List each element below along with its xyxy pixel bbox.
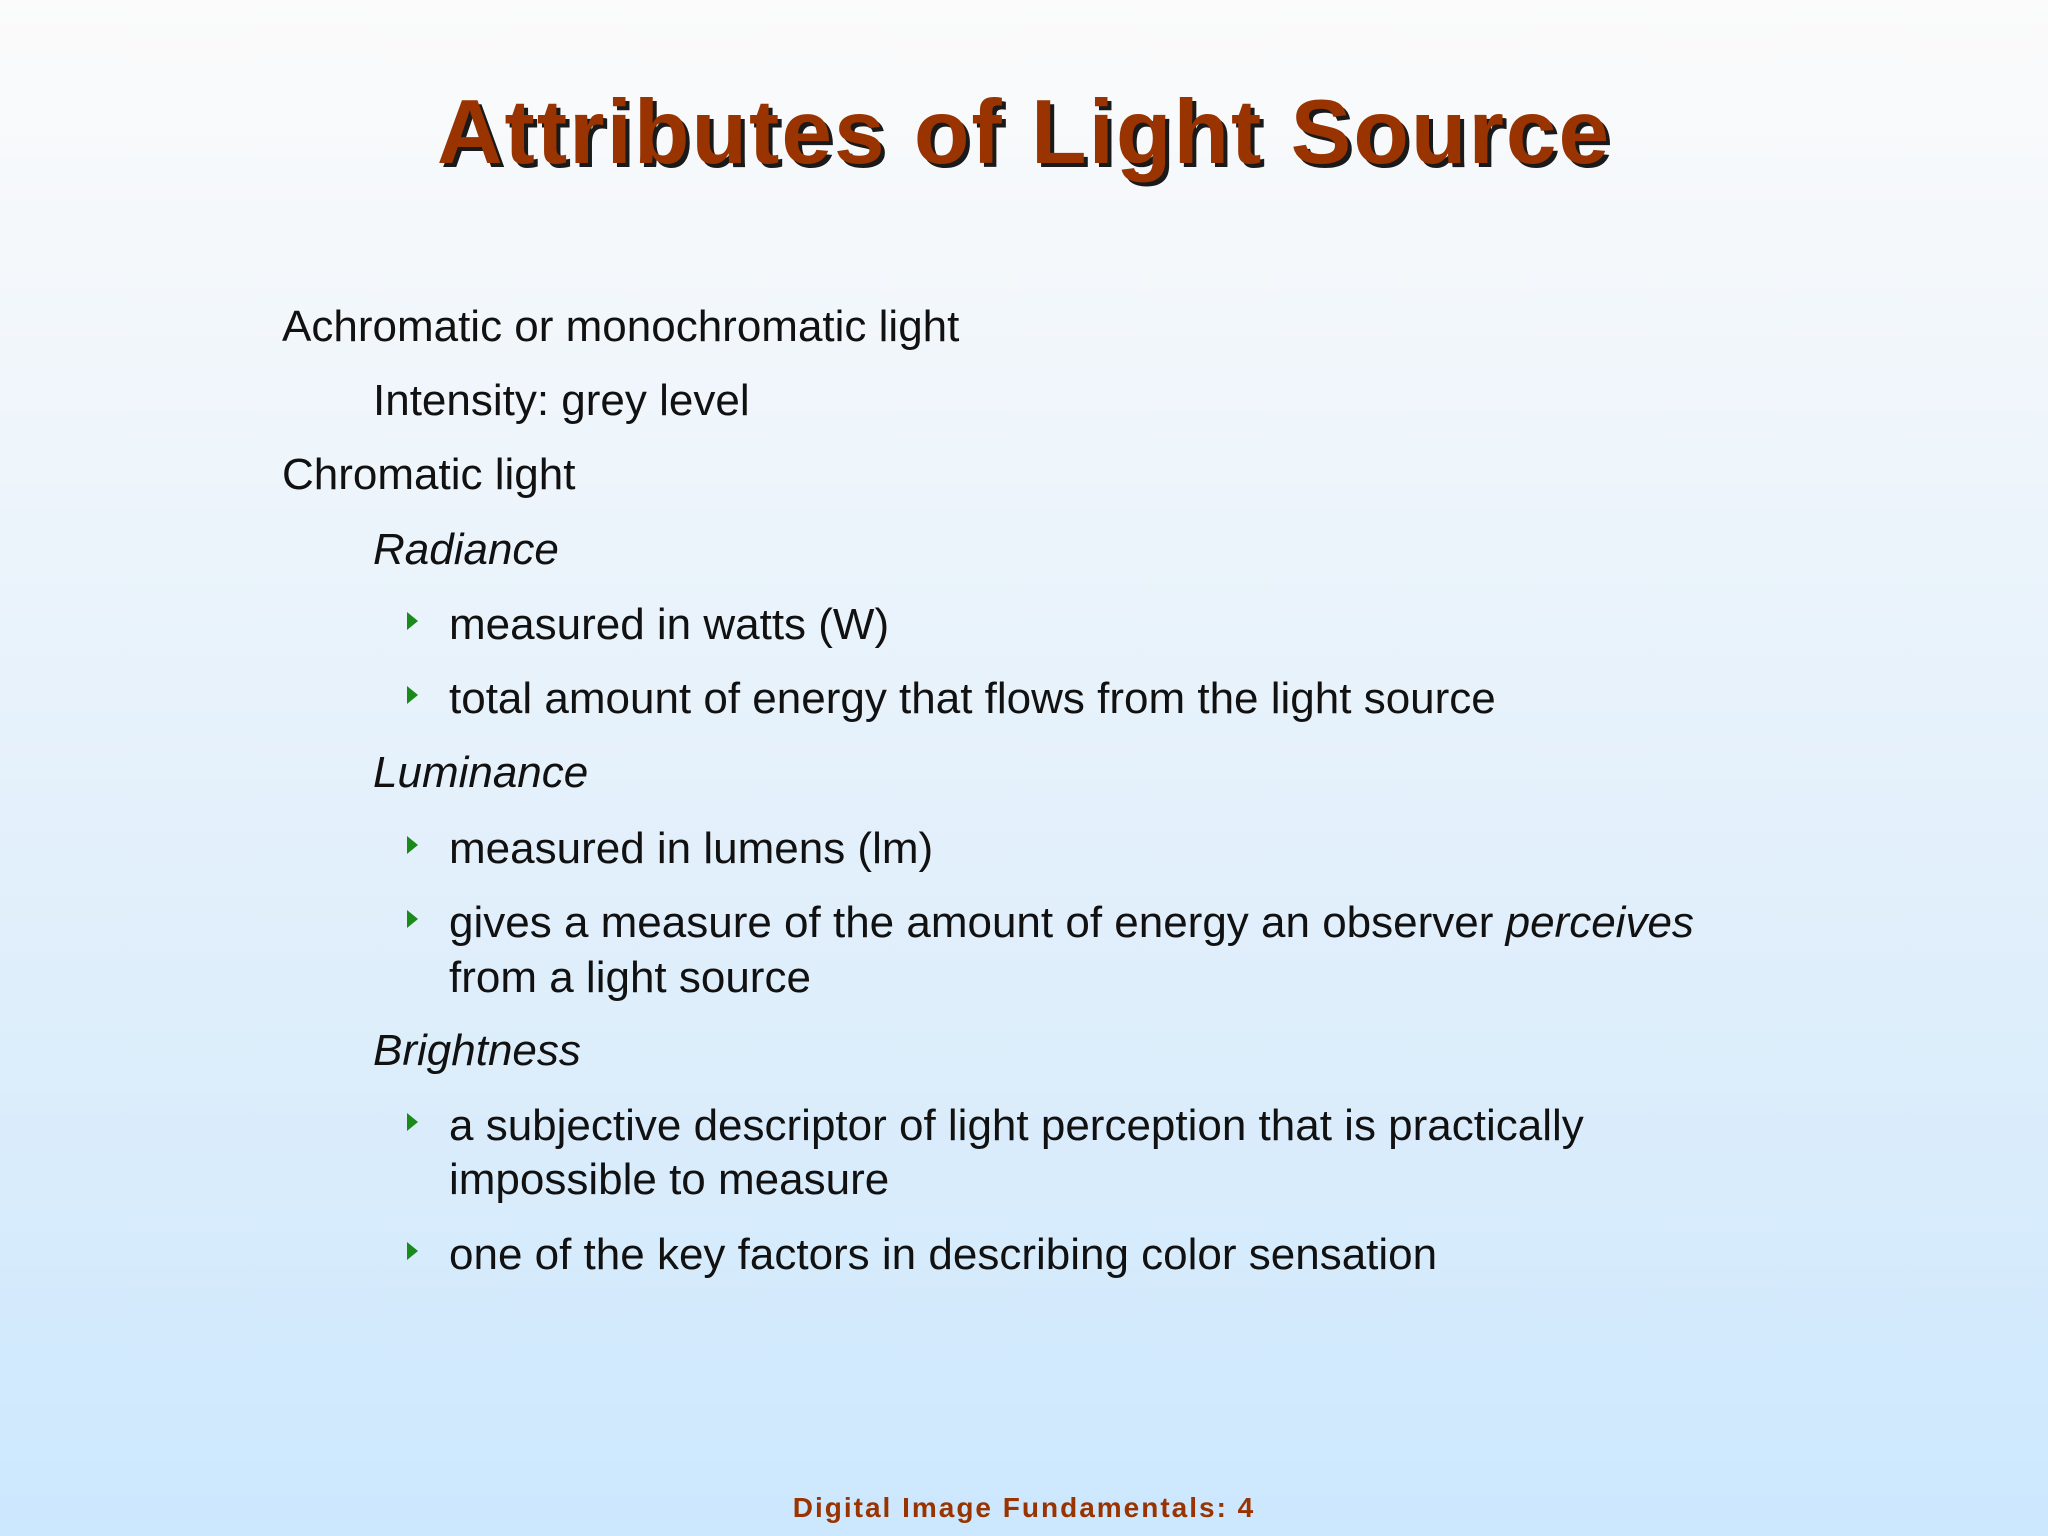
slide-footer: Digital Image Fundamentals: 4 xyxy=(792,1492,1256,1523)
brightness-bullet-1-line-1: a subjective descriptor of light perception that is practically xyxy=(449,1101,1584,1150)
radiance-bullet-1: measured in watts (W) xyxy=(449,600,890,649)
slide-title: Attributes of Light Source xyxy=(436,82,1612,183)
brightness-bullet-2: one of the key factors in describing color sensation xyxy=(449,1230,1438,1279)
bullet-arrow-icon xyxy=(407,910,418,928)
luminance-bullet-2-line-2: from a light source xyxy=(449,953,811,1002)
bullet-arrow-icon xyxy=(407,836,418,854)
heading-achromatic: Achromatic or monochromatic light xyxy=(282,302,960,351)
label-radiance: Radiance xyxy=(373,525,559,574)
luminance-bullet-2-text: gives a measure of the amount of energy an observer xyxy=(449,898,1506,947)
label-brightness: Brightness xyxy=(373,1026,581,1075)
brightness-bullet-1-line-2: impossible to measure xyxy=(449,1155,890,1204)
bullet-arrow-icon xyxy=(407,612,418,630)
label-luminance: Luminance xyxy=(373,748,589,797)
bullet-arrow-icon xyxy=(407,1113,418,1131)
luminance-bullet-2-emphasis: perceives xyxy=(1505,898,1694,947)
text-intensity: Intensity: grey level xyxy=(373,376,750,425)
radiance-bullet-2: total amount of energy that flows from the light source xyxy=(449,674,1496,723)
luminance-bullet-1: measured in lumens (lm) xyxy=(449,824,934,873)
heading-chromatic: Chromatic light xyxy=(282,450,576,499)
luminance-bullet-2-line-1 xyxy=(449,896,1694,950)
bullet-arrow-icon xyxy=(407,686,418,704)
bullet-arrow-icon xyxy=(407,1242,418,1260)
